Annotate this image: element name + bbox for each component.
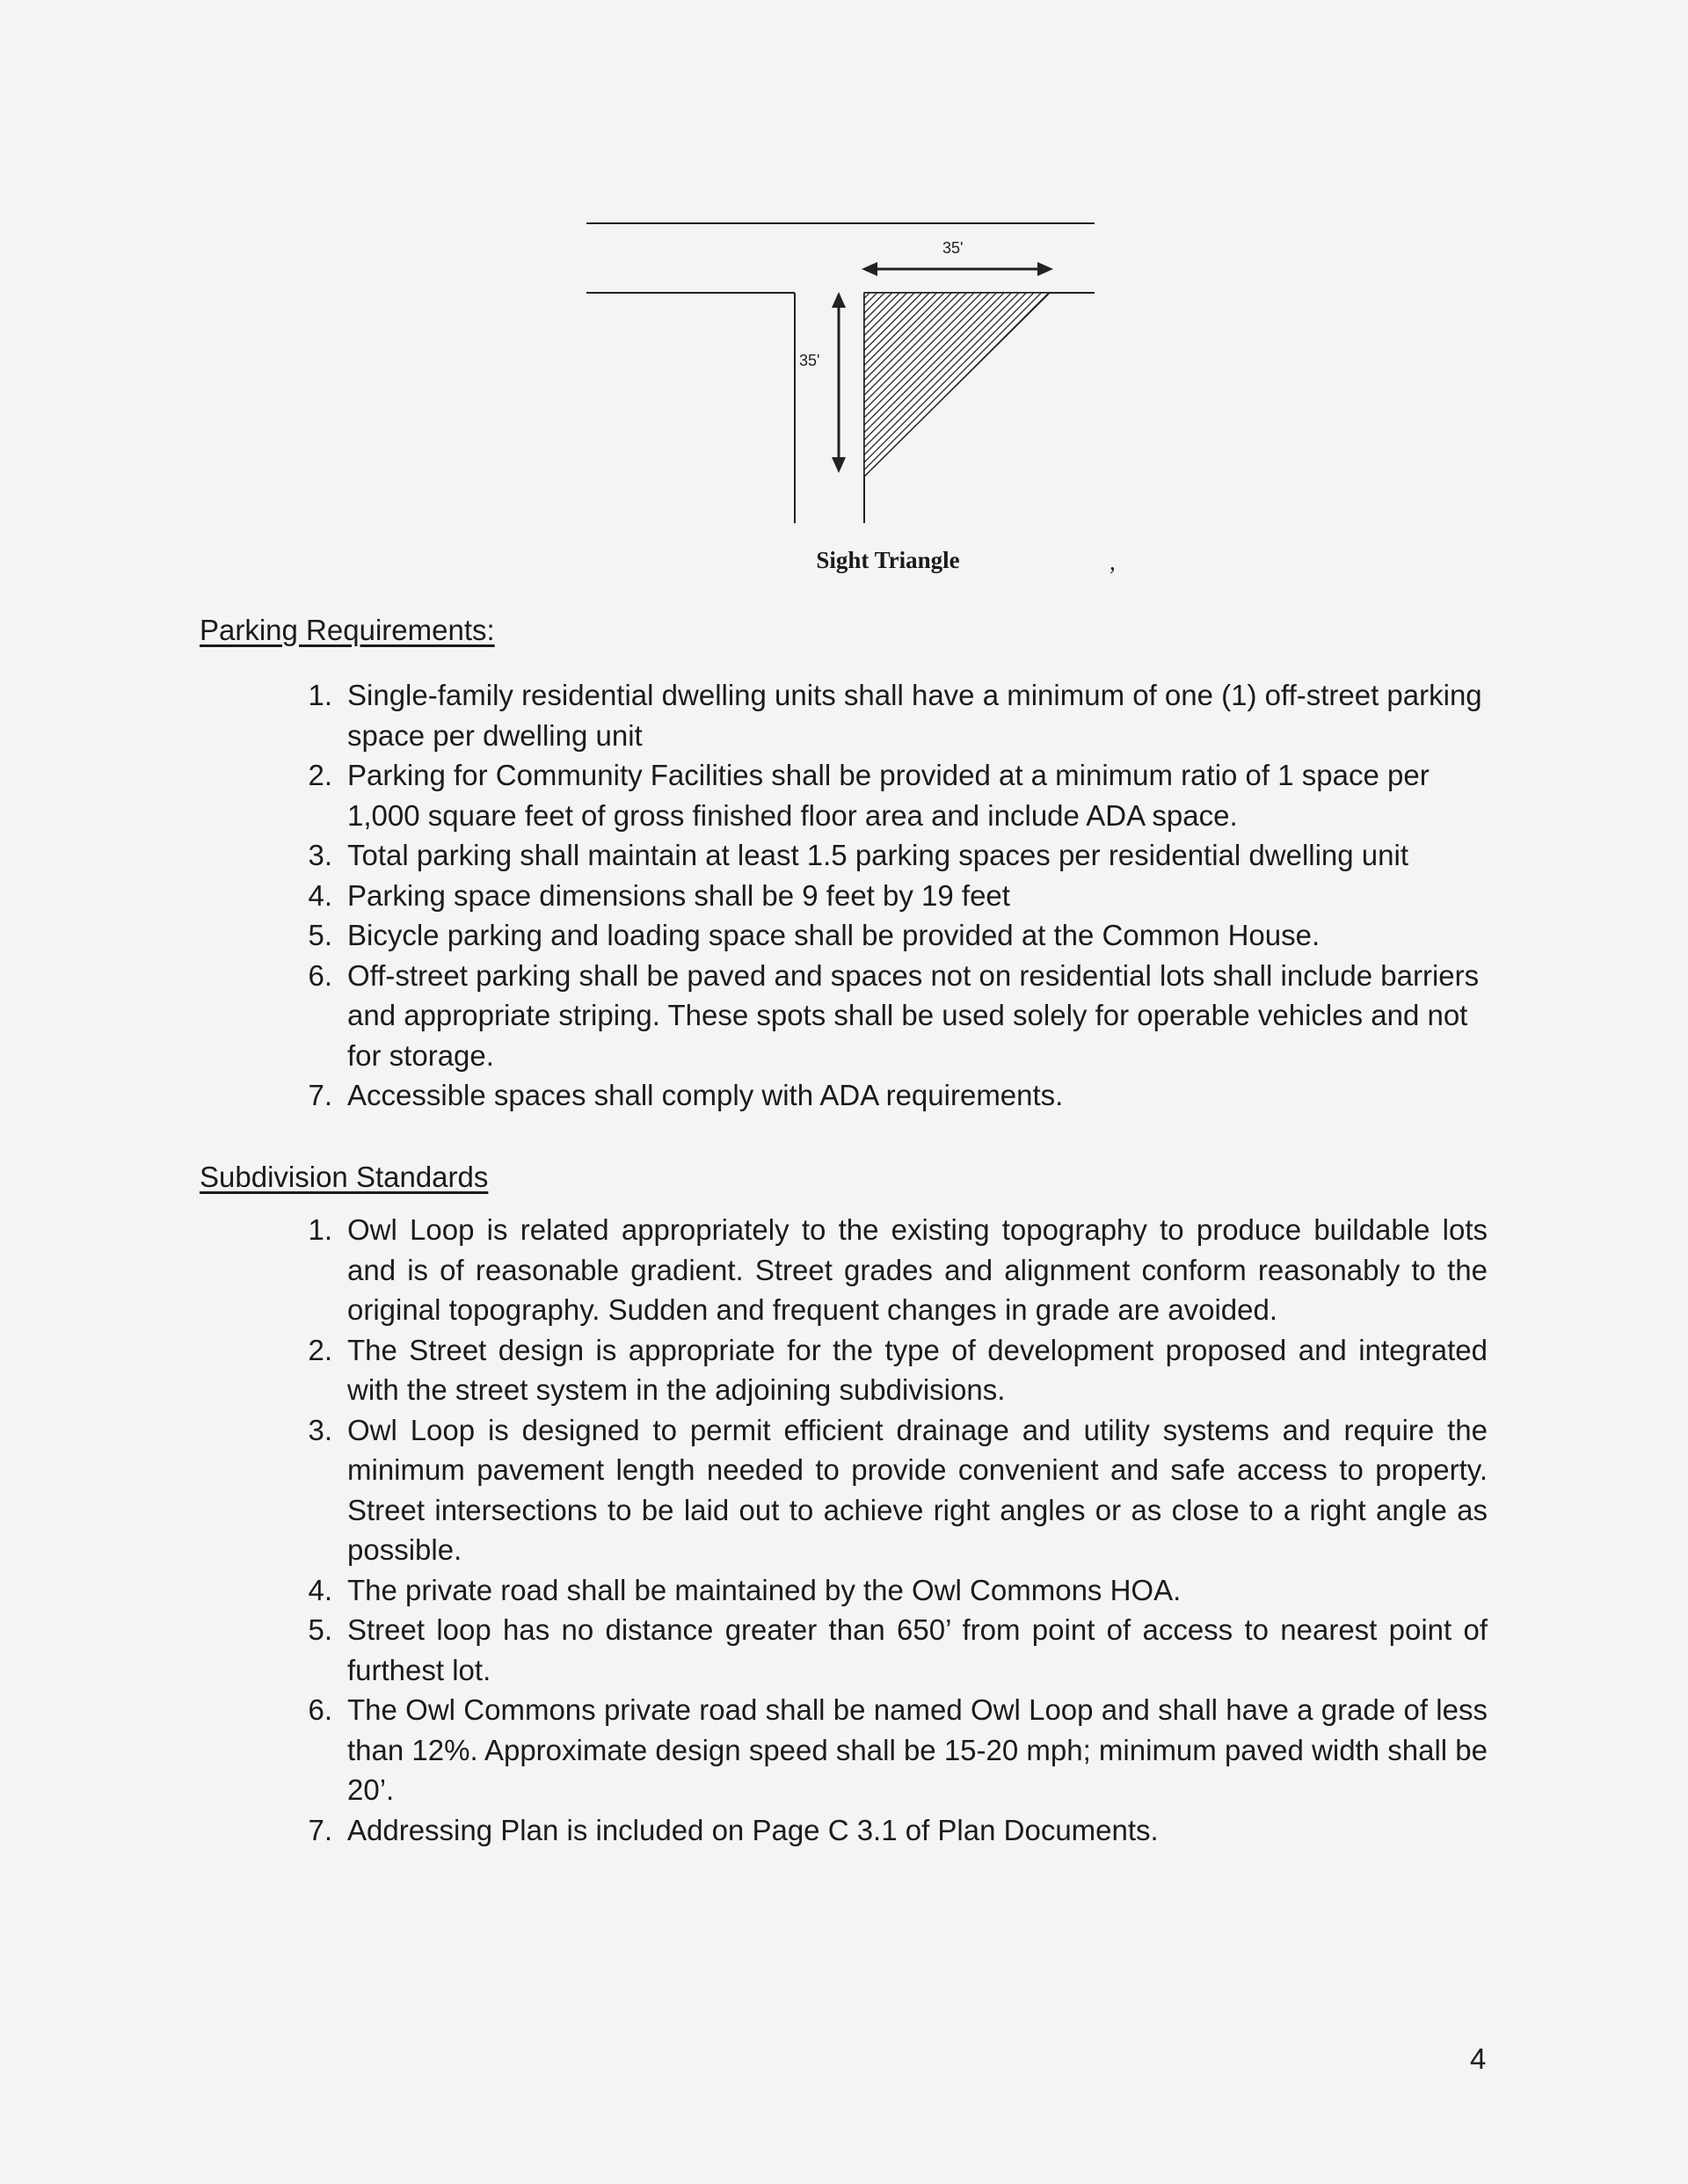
list-text: Total parking shall maintain at least 1.5 parking spaces per residential dwelling unit	[347, 839, 1409, 871]
list-item	[290, 1810, 1488, 1851]
vertical-dimension-label: 35'	[799, 352, 820, 369]
arrowhead-up	[832, 292, 846, 308]
list-number: 4.	[308, 878, 332, 912]
list-number: 2.	[308, 1333, 332, 1366]
list-item	[290, 835, 1488, 876]
list-number: 1.	[308, 1213, 332, 1246]
list-text: Parking for Community Facilities shall be provided at a minimum ratio of 1 space per 1,000 square feet of gross finished floor area and include ADA space.	[347, 759, 1430, 832]
parking-requirements-list	[290, 675, 1488, 1116]
subdivision-standards-heading: Subdivision Standards	[200, 1161, 489, 1193]
list-text: Single-family residential dwelling units shall have a minimum of one (1) off-street parking space per dwelling unit	[347, 679, 1482, 752]
list-text: Street loop has no distance greater than 650’ from point of access to nearest point of furthest lot.	[347, 1613, 1488, 1686]
list-item	[290, 1210, 1488, 1330]
list-text: Addressing Plan is included on Page C 3.1 of Plan Documents.	[347, 1813, 1159, 1846]
list-number: 3.	[308, 1413, 332, 1446]
list-number: 7.	[308, 1079, 332, 1111]
list-text: The private road shall be maintained by the Owl Commons HOA.	[347, 1573, 1182, 1606]
horizontal-dimension-label: 35'	[942, 239, 964, 257]
list-text: Off-street parking shall be paved and spaces not on residential lots shall include barriers and appropriate striping. These spots shall be used solely for operable vehicles and not for storage.	[347, 958, 1480, 1072]
list-text: Accessible spaces shall comply with ADA requirements.	[347, 1079, 1064, 1111]
page-number: 4	[1470, 2042, 1487, 2075]
list-text: The Owl Commons private road shall be named Owl Loop and shall have a grade of less than 12%. Approximate design speed shall be 15-20 mph; minimum paved width shall be 20’.	[347, 1693, 1488, 1806]
list-item	[290, 915, 1488, 956]
list-number: 4.	[308, 1573, 332, 1606]
list-number: 2.	[308, 759, 332, 791]
sight-triangle-hatch	[864, 293, 1050, 477]
list-number: 1.	[308, 679, 332, 711]
list-item	[290, 755, 1488, 835]
list-item	[290, 1690, 1488, 1810]
list-text: The Street design is appropriate for the type of development proposed and integrated with the street system in the adjoining subdivisions.	[347, 1333, 1488, 1406]
list-item	[290, 1410, 1488, 1570]
list-item	[290, 1075, 1488, 1116]
list-text: Parking space dimensions shall be 9 feet by 19 feet	[347, 878, 1010, 912]
list-text: Owl Loop is designed to permit efficient drainage and utility systems and require the minimum pavement length needed to provide convenient and safe access to property. Street intersections to be laid out to achieve right angles or as close to a right angle as possible.	[347, 1413, 1488, 1566]
list-number: 7.	[308, 1813, 332, 1846]
list-number: 6.	[308, 1693, 332, 1726]
list-number: 3.	[308, 839, 332, 871]
sight-triangle-diagram	[563, 211, 1125, 580]
list-item	[290, 1610, 1488, 1690]
list-item	[290, 1330, 1488, 1410]
arrowhead-right	[1037, 262, 1053, 276]
list-number: 6.	[308, 958, 332, 992]
arrowhead-left	[862, 262, 877, 276]
list-item	[290, 876, 1488, 916]
arrowhead-down	[832, 457, 846, 473]
figure-caption: Sight Triangle	[816, 547, 960, 573]
list-number: 5.	[308, 1613, 332, 1646]
caption-stray-mark: ,	[1110, 549, 1116, 575]
list-item	[290, 956, 1488, 1076]
parking-requirements-heading: Parking Requirements:	[200, 614, 495, 646]
list-item	[290, 1570, 1488, 1611]
list-item	[290, 675, 1488, 755]
subdivision-standards-list	[290, 1210, 1488, 1850]
list-text: Bicycle parking and loading space shall be provided at the Common House.	[347, 919, 1321, 951]
list-number: 5.	[308, 919, 332, 951]
list-text: Owl Loop is related appropriately to the existing topography to produce buildable lots and is of reasonable gradient. Street grades and alignment conform reasonably to the original topography. Sudden and frequent changes in grade are avoided.	[347, 1213, 1488, 1326]
